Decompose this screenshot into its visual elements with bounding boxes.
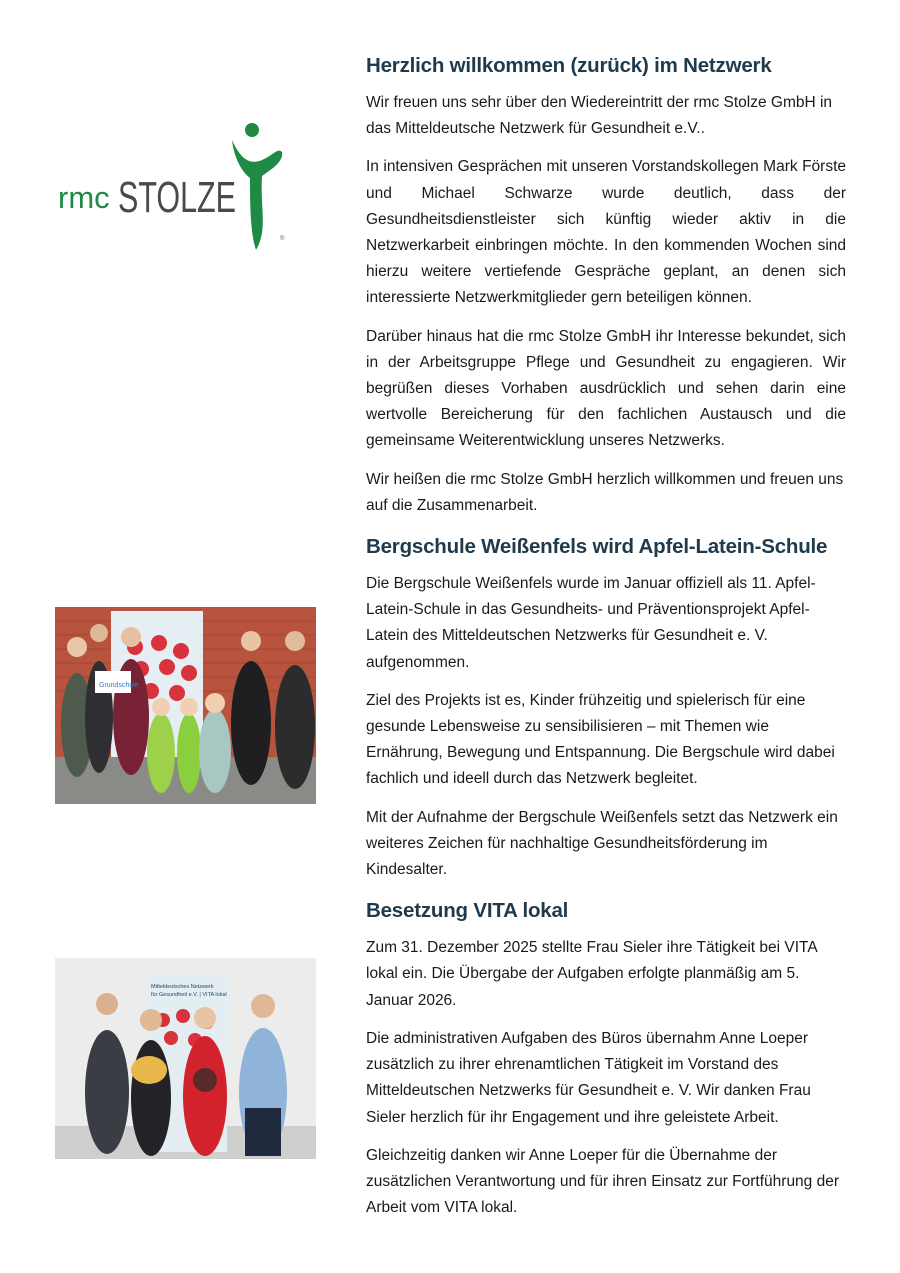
logo-main-text: STOLZE	[118, 173, 236, 222]
logo-prefix-text: rmc	[58, 180, 110, 215]
section-vita-lokal	[366, 897, 846, 1221]
section-bergschule-heading: Bergschule Weißenfels wird Apfel-Latein-Schule	[366, 535, 828, 559]
section-welcome-heading: Herzlich willkommen (zurück) im Netzwerk	[366, 54, 772, 77]
section-welcome	[366, 52, 846, 519]
logo-registered-mark: ®	[280, 236, 285, 242]
school-sign-text: Grundschule	[99, 682, 139, 689]
rmc-stolze-logo	[56, 118, 292, 256]
paragraph: Darüber hinaus hat die rmc Stolze GmbH ihr Interesse bekundet, sich in der Arbeitsgruppe Pflege und Gesundheit zu engagieren. Wir begrüßen dieses Vorhaben ausdrücklich und sehen darin eine wertvolle Bereicherung für den fachlichen Austausch und die gemeinsame Weiterentwicklung unseres Netzwerks.	[366, 327, 846, 450]
section-bergschule	[366, 533, 846, 883]
paragraph: Zum 31. Dezember 2025 stellte Frau Sieler ihre Tätigkeit bei VITA lokal ein. Die Übergabe der Aufgaben erfolgte planmäßig am 5. Januar 2026.	[366, 939, 817, 1009]
paragraph: Wir heißen die rmc Stolze GmbH herzlich willkommen und freuen uns auf die Zusammenarbeit.	[366, 470, 844, 514]
section-vita-heading: Besetzung VITA lokal	[366, 899, 569, 923]
paragraph: Wir freuen uns sehr über den Wiedereintritt der rmc Stolze GmbH in das Mitteldeutsche Netzwerk für Gesundheit e.V..	[366, 94, 833, 138]
vita-banner-line2: für Gesundheit e.V. | VITA lokal	[151, 992, 227, 998]
vita-lokal-group-photo	[55, 958, 316, 1159]
article-column	[366, 52, 846, 1233]
logo-figure-body	[232, 140, 282, 250]
paragraph: Die administrativen Aufgaben des Büros übernahm Anne Loeper zusätzlich zu ihrer ehrenamtlichen Tätigkeit im Vorstand des Mitteldeutschen Netzwerks für Gesundheit e. V. Wir danken Frau Sieler herzlich für ihr Engagement und ihre geleistete Arbeit.	[366, 1029, 811, 1126]
vita-banner-line1: Mitteldeutsches Netzwerk	[151, 984, 214, 990]
paragraph: Ziel des Projekts ist es, Kinder frühzeitig und spielerisch für eine gesunde Lebensweise zu sensibilisieren – mit Themen wie Ernährung, Bewegung und Entspannung. Die Bergschule wird dabei fachlich und ideell durch das Netzwerk begleitet.	[366, 691, 835, 788]
paragraph: Mit der Aufnahme der Bergschule Weißenfels setzt das Netzwerk ein weiteres Zeichen für nachhaltige Gesundheitsförderung im Kindesalter.	[366, 808, 838, 879]
paragraph: Gleichzeitig danken wir Anne Loeper für die Übernahme der zusätzlichen Verantwortung und für ihren Einsatz zur Fortführung der Arbeit vom VITA lokal.	[366, 1146, 840, 1217]
bergschule-group-photo	[55, 607, 316, 804]
logo-figure-head	[245, 123, 259, 137]
paragraph: In intensiven Gesprächen mit unseren Vorstandskollegen Mark Förste und Michael Schwarze wurde deutlich, dass der Gesundheitsdienstleister sich künftig wieder aktiv in die Netzwerkarbeit einbringen möchte. In den kommenden Wochen sind hierzu weitere vertiefende Gespräche geplant, an denen sich interessierte Netzwerkmitglieder gern beteiligen können.	[366, 158, 846, 307]
paragraph: Die Bergschule Weißenfels wurde im Januar offiziell als 11. Apfel-Latein-Schule in das Gesundheits- und Präventionsprojekt Apfel-Latein des Mitteldeutschen Netzwerks für Gesundheit e. V. aufgenommen.	[366, 575, 816, 671]
